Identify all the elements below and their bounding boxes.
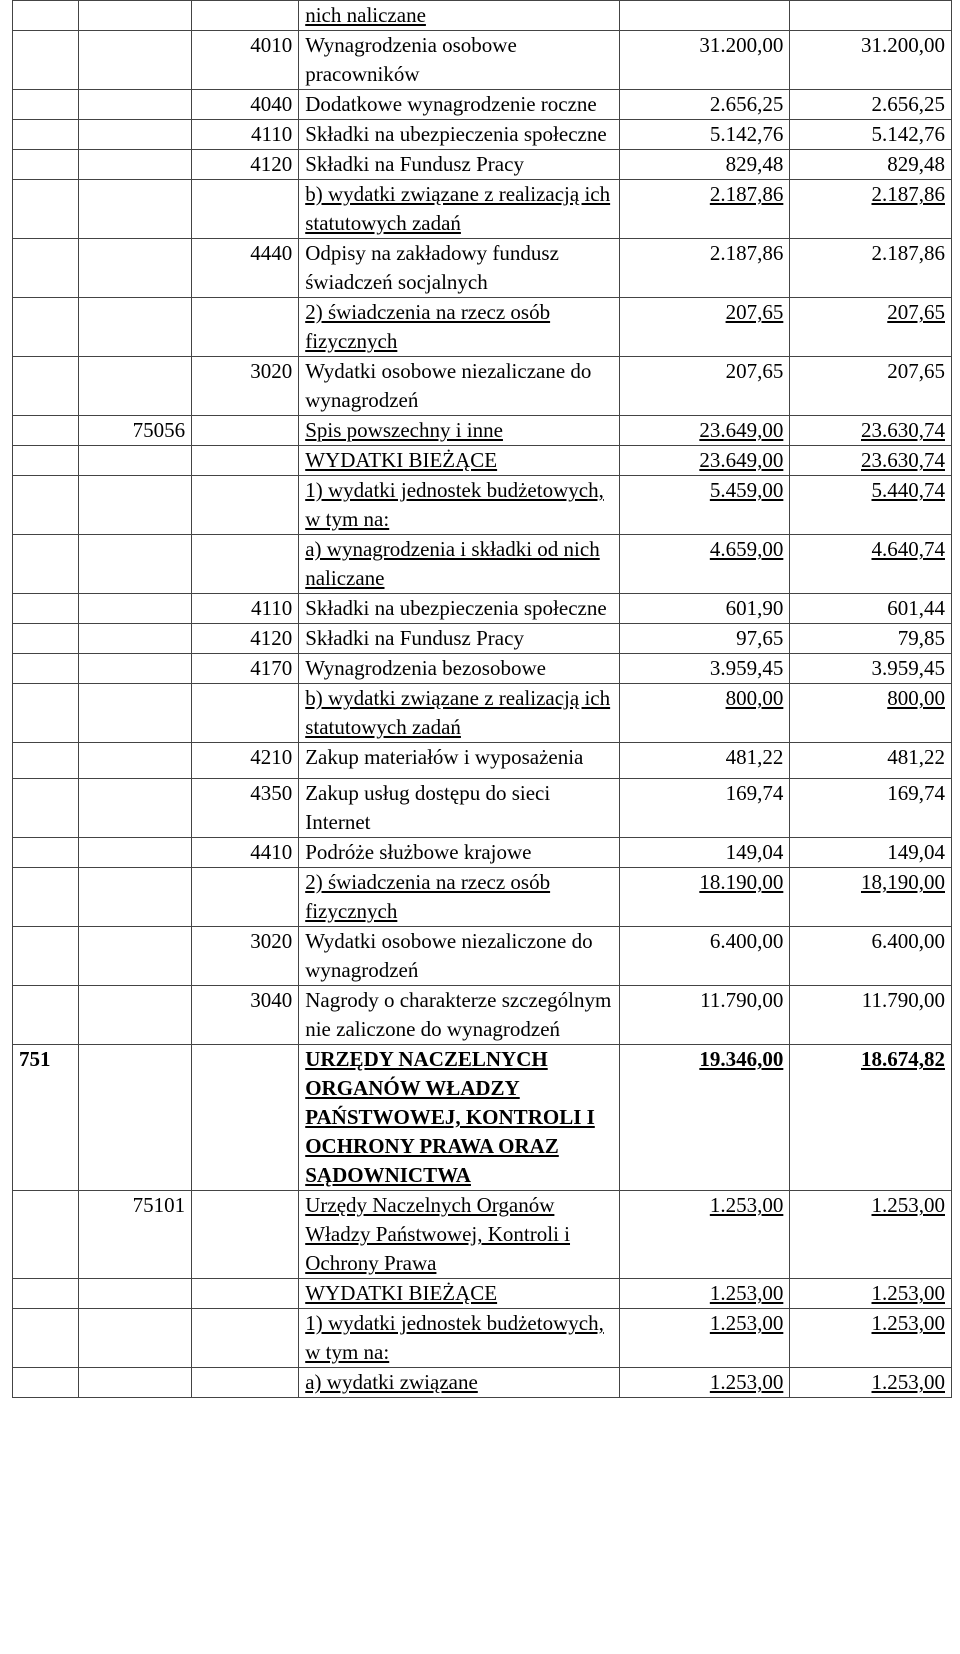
paragraph-code-cell: 4010	[192, 31, 299, 90]
execution-amount-cell	[790, 1, 952, 31]
description-cell: a) wynagrodzenia i składki od nich naliczane	[299, 535, 620, 594]
paragraph-code-cell: 3040	[192, 986, 299, 1045]
section-code-cell	[13, 1309, 79, 1368]
paragraph-code-cell: 3020	[192, 357, 299, 416]
chapter-code-cell	[78, 1368, 191, 1398]
description-cell: Dodatkowe wynagrodzenie roczne	[299, 90, 620, 120]
execution-amount-cell: 6.400,00	[790, 927, 952, 986]
table-row	[13, 684, 952, 743]
paragraph-code-cell	[192, 298, 299, 357]
table-row	[13, 868, 952, 927]
plan-amount-cell: 800,00	[620, 684, 790, 743]
plan-amount-cell: 1.253,00	[620, 1309, 790, 1368]
paragraph-code-cell: 4040	[192, 90, 299, 120]
chapter-code-cell	[78, 90, 191, 120]
section-code-cell	[13, 684, 79, 743]
section-code-cell	[13, 180, 79, 239]
paragraph-code-cell: 4170	[192, 654, 299, 684]
plan-amount-cell: 481,22	[620, 743, 790, 779]
section-code-cell	[13, 90, 79, 120]
plan-amount-cell: 2.187,86	[620, 180, 790, 239]
budget-expenditure-table	[12, 0, 952, 1398]
paragraph-code-cell	[192, 535, 299, 594]
plan-amount-cell: 6.400,00	[620, 927, 790, 986]
chapter-code-cell	[78, 927, 191, 986]
execution-amount-cell: 207,65	[790, 357, 952, 416]
plan-amount-cell: 601,90	[620, 594, 790, 624]
execution-amount-cell: 2.187,86	[790, 239, 952, 298]
execution-amount-cell: 5.142,76	[790, 120, 952, 150]
chapter-code-cell	[78, 868, 191, 927]
description-cell: WYDATKI BIEŻĄCE	[299, 1279, 620, 1309]
table-row	[13, 1279, 952, 1309]
description-cell: WYDATKI BIEŻĄCE	[299, 446, 620, 476]
plan-amount-cell: 2.187,86	[620, 239, 790, 298]
chapter-code-cell	[78, 594, 191, 624]
plan-amount-cell: 23.649,00	[620, 416, 790, 446]
section-code-cell	[13, 357, 79, 416]
chapter-code-cell	[78, 838, 191, 868]
execution-amount-cell: 207,65	[790, 298, 952, 357]
paragraph-code-cell: 3020	[192, 927, 299, 986]
paragraph-code-cell	[192, 416, 299, 446]
execution-amount-cell: 23.630,74	[790, 446, 952, 476]
description-cell: Składki na ubezpieczenia społeczne	[299, 594, 620, 624]
description-cell: Podróże służbowe krajowe	[299, 838, 620, 868]
chapter-code-cell	[78, 180, 191, 239]
execution-amount-cell: 601,44	[790, 594, 952, 624]
description-cell: Zakup usług dostępu do sieci Internet	[299, 779, 620, 838]
paragraph-code-cell	[192, 1045, 299, 1191]
chapter-code-cell	[78, 298, 191, 357]
paragraph-code-cell	[192, 1309, 299, 1368]
table-row	[13, 120, 952, 150]
plan-amount-cell: 5.459,00	[620, 476, 790, 535]
execution-amount-cell: 1.253,00	[790, 1309, 952, 1368]
table-row	[13, 239, 952, 298]
chapter-code-cell	[78, 239, 191, 298]
table-row	[13, 357, 952, 416]
table-row	[13, 927, 952, 986]
chapter-code-cell	[78, 476, 191, 535]
execution-amount-cell: 800,00	[790, 684, 952, 743]
table-row	[13, 535, 952, 594]
chapter-code-cell: 75056	[78, 416, 191, 446]
execution-amount-cell: 79,85	[790, 624, 952, 654]
table-row	[13, 1191, 952, 1279]
chapter-code-cell	[78, 150, 191, 180]
section-code-cell	[13, 1279, 79, 1309]
paragraph-code-cell	[192, 1, 299, 31]
plan-amount-cell: 23.649,00	[620, 446, 790, 476]
execution-amount-cell: 5.440,74	[790, 476, 952, 535]
table-row	[13, 298, 952, 357]
table-row	[13, 838, 952, 868]
execution-amount-cell: 1.253,00	[790, 1191, 952, 1279]
plan-amount-cell: 2.656,25	[620, 90, 790, 120]
execution-amount-cell: 481,22	[790, 743, 952, 779]
section-code-cell	[13, 654, 79, 684]
chapter-code-cell	[78, 654, 191, 684]
description-cell: b) wydatki związane z realizacją ich statutowych zadań	[299, 180, 620, 239]
description-cell: Nagrody o charakterze szczególnym nie zaliczone do wynagrodzeń	[299, 986, 620, 1045]
section-code-cell	[13, 1, 79, 31]
table-row	[13, 416, 952, 446]
plan-amount-cell	[620, 1, 790, 31]
chapter-code-cell	[78, 986, 191, 1045]
table-body	[13, 1, 952, 1398]
description-cell: Składki na Fundusz Pracy	[299, 150, 620, 180]
section-code-cell	[13, 624, 79, 654]
section-code-cell	[13, 927, 79, 986]
paragraph-code-cell	[192, 476, 299, 535]
section-code-cell	[13, 298, 79, 357]
table-row	[13, 446, 952, 476]
plan-amount-cell: 31.200,00	[620, 31, 790, 90]
section-code-cell	[13, 986, 79, 1045]
execution-amount-cell: 3.959,45	[790, 654, 952, 684]
section-code-cell	[13, 743, 79, 779]
description-cell: 1) wydatki jednostek budżetowych, w tym na:	[299, 476, 620, 535]
table-row	[13, 1368, 952, 1398]
paragraph-code-cell: 4110	[192, 594, 299, 624]
chapter-code-cell	[78, 743, 191, 779]
plan-amount-cell: 19.346,00	[620, 1045, 790, 1191]
chapter-code-cell	[78, 31, 191, 90]
execution-amount-cell: 18.674,82	[790, 1045, 952, 1191]
section-code-cell	[13, 239, 79, 298]
chapter-code-cell	[78, 624, 191, 654]
section-code-cell	[13, 1368, 79, 1398]
execution-amount-cell: 4.640,74	[790, 535, 952, 594]
paragraph-code-cell	[192, 868, 299, 927]
execution-amount-cell: 149,04	[790, 838, 952, 868]
description-cell: Wydatki osobowe niezaliczane do wynagrodzeń	[299, 357, 620, 416]
description-cell: nich naliczane	[299, 1, 620, 31]
description-cell: Wydatki osobowe niezaliczone do wynagrodzeń	[299, 927, 620, 986]
paragraph-code-cell: 4410	[192, 838, 299, 868]
description-cell: 1) wydatki jednostek budżetowych, w tym na:	[299, 1309, 620, 1368]
plan-amount-cell: 149,04	[620, 838, 790, 868]
description-cell: b) wydatki związane z realizacją ich statutowych zadań	[299, 684, 620, 743]
plan-amount-cell: 18.190,00	[620, 868, 790, 927]
paragraph-code-cell: 4440	[192, 239, 299, 298]
execution-amount-cell: 2.187,86	[790, 180, 952, 239]
table-row	[13, 1045, 952, 1191]
table-row	[13, 31, 952, 90]
section-code-cell	[13, 838, 79, 868]
description-cell: 2) świadczenia na rzecz osób fizycznych	[299, 298, 620, 357]
table-row	[13, 654, 952, 684]
table-row	[13, 1, 952, 31]
table-row	[13, 624, 952, 654]
section-code-cell	[13, 535, 79, 594]
section-code-cell	[13, 31, 79, 90]
chapter-code-cell	[78, 1, 191, 31]
table-row	[13, 180, 952, 239]
description-cell: Wynagrodzenia bezosobowe	[299, 654, 620, 684]
plan-amount-cell: 1.253,00	[620, 1368, 790, 1398]
section-code-cell	[13, 416, 79, 446]
plan-amount-cell: 11.790,00	[620, 986, 790, 1045]
paragraph-code-cell: 4120	[192, 624, 299, 654]
section-code-cell	[13, 120, 79, 150]
plan-amount-cell: 1.253,00	[620, 1279, 790, 1309]
execution-amount-cell: 829,48	[790, 150, 952, 180]
plan-amount-cell: 4.659,00	[620, 535, 790, 594]
description-cell: Zakup materiałów i wyposażenia	[299, 743, 620, 779]
chapter-code-cell	[78, 1045, 191, 1191]
description-cell: Urzędy Naczelnych Organów Władzy Państwowej, Kontroli i Ochrony Prawa	[299, 1191, 620, 1279]
table-row	[13, 90, 952, 120]
plan-amount-cell: 5.142,76	[620, 120, 790, 150]
description-cell: URZĘDY NACZELNYCH ORGANÓW WŁADZY PAŃSTWOWEJ, KONTROLI I OCHRONY PRAWA ORAZ SĄDOWNICTWA	[299, 1045, 620, 1191]
chapter-code-cell	[78, 120, 191, 150]
table-row	[13, 743, 952, 779]
chapter-code-cell: 75101	[78, 1191, 191, 1279]
paragraph-code-cell	[192, 684, 299, 743]
section-code-cell	[13, 476, 79, 535]
chapter-code-cell	[78, 1279, 191, 1309]
plan-amount-cell: 3.959,45	[620, 654, 790, 684]
execution-amount-cell: 2.656,25	[790, 90, 952, 120]
chapter-code-cell	[78, 684, 191, 743]
table-row	[13, 476, 952, 535]
execution-amount-cell: 23.630,74	[790, 416, 952, 446]
execution-amount-cell: 31.200,00	[790, 31, 952, 90]
description-cell: a) wydatki związane	[299, 1368, 620, 1398]
execution-amount-cell: 18,190,00	[790, 868, 952, 927]
chapter-code-cell	[78, 357, 191, 416]
section-code-cell	[13, 150, 79, 180]
section-code-cell	[13, 446, 79, 476]
execution-amount-cell: 1.253,00	[790, 1279, 952, 1309]
plan-amount-cell: 829,48	[620, 150, 790, 180]
section-code-cell	[13, 1191, 79, 1279]
paragraph-code-cell	[192, 1279, 299, 1309]
chapter-code-cell	[78, 1309, 191, 1368]
chapter-code-cell	[78, 535, 191, 594]
paragraph-code-cell	[192, 1368, 299, 1398]
section-code-cell	[13, 779, 79, 838]
plan-amount-cell: 97,65	[620, 624, 790, 654]
plan-amount-cell: 1.253,00	[620, 1191, 790, 1279]
description-cell: Spis powszechny i inne	[299, 416, 620, 446]
execution-amount-cell: 169,74	[790, 779, 952, 838]
paragraph-code-cell	[192, 180, 299, 239]
description-cell: Składki na ubezpieczenia społeczne	[299, 120, 620, 150]
description-cell: Wynagrodzenia osobowe pracowników	[299, 31, 620, 90]
section-code-cell	[13, 594, 79, 624]
plan-amount-cell: 207,65	[620, 357, 790, 416]
description-cell: 2) świadczenia na rzecz osób fizycznych	[299, 868, 620, 927]
table-row	[13, 150, 952, 180]
section-code-cell	[13, 868, 79, 927]
paragraph-code-cell: 4210	[192, 743, 299, 779]
paragraph-code-cell: 4120	[192, 150, 299, 180]
execution-amount-cell: 11.790,00	[790, 986, 952, 1045]
section-code-cell: 751	[13, 1045, 79, 1191]
chapter-code-cell	[78, 446, 191, 476]
table-row	[13, 986, 952, 1045]
plan-amount-cell: 169,74	[620, 779, 790, 838]
chapter-code-cell	[78, 779, 191, 838]
description-cell: Odpisy na zakładowy fundusz świadczeń socjalnych	[299, 239, 620, 298]
paragraph-code-cell: 4110	[192, 120, 299, 150]
table-row	[13, 1309, 952, 1368]
description-cell: Składki na Fundusz Pracy	[299, 624, 620, 654]
plan-amount-cell: 207,65	[620, 298, 790, 357]
table-row	[13, 779, 952, 838]
paragraph-code-cell	[192, 446, 299, 476]
execution-amount-cell: 1.253,00	[790, 1368, 952, 1398]
paragraph-code-cell	[192, 1191, 299, 1279]
table-row	[13, 594, 952, 624]
paragraph-code-cell: 4350	[192, 779, 299, 838]
